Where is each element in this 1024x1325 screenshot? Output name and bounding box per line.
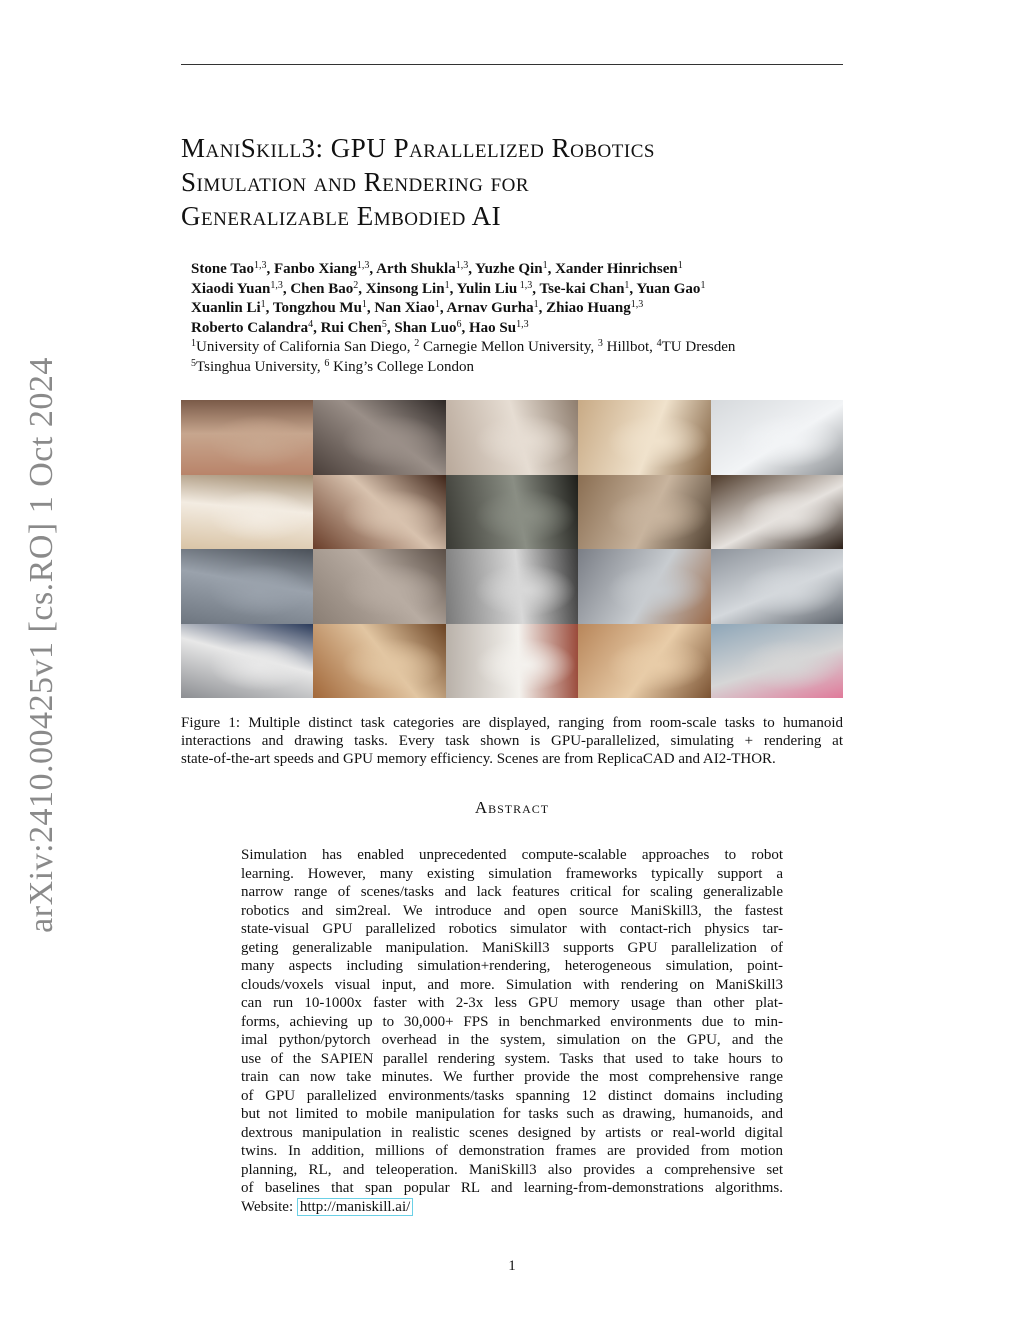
scene-render-tile: [446, 549, 578, 624]
abstract-line: learning. However, many existing simulation frameworks typically support a: [241, 865, 783, 882]
affiliation-marker: 5: [191, 357, 196, 369]
affiliation-marker: 1: [677, 260, 683, 271]
abstract-line: of GPU parallelized environments/tasks spanning 12 distinct domains including: [241, 1087, 783, 1104]
author-line: Stone Tao$^{1,3}$, Fanbo Xiang$^{1,3}$, Arth Shukla$^{1,3}$, Yuzhe Qin$^1$, Xander Hinrichsen$^1$: [191, 260, 683, 277]
scene-render-tile: [313, 624, 445, 699]
abstract-line: but not limited to mobile manipulation for tasks such as drawing, humanoids, and: [241, 1106, 783, 1122]
title-line: Simulation and Rendering for: [181, 167, 530, 197]
abstract-line: clouds/voxels visual input, and more. Simulation with rendering on ManiSkill3: [241, 976, 783, 993]
affiliation-name: University of California San Diego,: [196, 339, 415, 355]
affiliation-marker: 1: [533, 299, 539, 310]
affiliation-marker: 1,3: [253, 260, 267, 271]
scene-render-tile: [181, 400, 313, 475]
abstract-line: imal python/pytorch overhead in the system, simulation on the GPU, and the: [241, 1032, 783, 1048]
abstract-line: narrow range of scenes/tasks and lack features critical for scaling generalizable: [241, 884, 783, 900]
author-name: Xuanlin Li: [191, 300, 261, 316]
affiliation-marker: 1: [191, 338, 196, 349]
author-name: Hao Su: [468, 319, 517, 336]
affiliation-marker: 4: [656, 338, 662, 349]
abstract-line: state-visual GPU parallelized robotics simulator with contact-rich physics tar-: [241, 921, 783, 937]
abstract-line: train can now take minutes. We further provide the most comprehensive range: [241, 1069, 783, 1085]
affiliation-marker: 3: [597, 338, 603, 349]
scene-render-tile: [181, 475, 313, 550]
affiliation-marker: 1: [260, 299, 266, 310]
affiliation-marker: 6: [456, 318, 462, 330]
author-name: Chen Bao: [290, 280, 354, 297]
affiliation-marker: 1: [444, 279, 450, 291]
figure-caption: [181, 714, 843, 768]
author-name: Yuan Gao: [636, 280, 701, 297]
abstract-line: twins. In addition, millions of demonstration frames are provided from motion: [241, 1143, 783, 1159]
abstract-line: forms, achieving up to 30,000+ FPS in benchmarked environments due to min-: [241, 1013, 783, 1030]
author-name: Roberto Calandra: [191, 319, 309, 336]
author-name: Yulin Liu: [456, 280, 518, 297]
arxiv-side-stamp: [18, 357, 66, 933]
affiliation-marker: 1: [434, 299, 440, 310]
affiliation-marker: 1,3: [455, 260, 469, 271]
page-number: 1: [508, 1258, 516, 1274]
author-name: Zhiao Huang: [546, 300, 631, 316]
affiliation-marker: 1: [542, 260, 548, 271]
author-name: Nan Xiao: [374, 300, 435, 316]
affiliation-marker: 6: [324, 357, 330, 369]
author-line: Xiaodi Yuan$^{1,3}$, Chen Bao$^2$, Xinsong Lin$^1$, Yulin Liu $^{1,3}$, Tse-kai Chan$^1$, Yuan Gao$^1$: [191, 279, 706, 297]
scene-render-tile: [711, 400, 843, 475]
abstract-line: can run 10-1000x faster with 2-3x less GPU memory usage than other plat-: [241, 995, 783, 1011]
author-line: Roberto Calandra$^4$, Rui Chen$^5$, Shan Luo$^6$, Hao Su$^{1,3}$: [191, 318, 529, 336]
abstract-line: many aspects including simulation+rendering, heterogeneous simulation, point-: [241, 958, 783, 974]
affiliation-marker: 1,3: [630, 299, 644, 310]
arxiv-id: arXiv:2410.00425v1 [cs.RO] 1 Oct 2024: [23, 357, 60, 933]
affiliation-marker: 1,3: [517, 279, 533, 291]
scene-render-tile: [446, 475, 578, 550]
affiliation-marker: 1: [361, 299, 367, 310]
affiliation-marker: 1: [700, 279, 706, 291]
author-name: Fanbo Xiang: [273, 261, 357, 277]
scene-render-tile: [313, 400, 445, 475]
scene-render-tile: [181, 624, 313, 699]
caption-line: state-of-the-art speeds and GPU memory efficiency. Scenes are from ReplicaCAD and AI2-THOR.: [181, 751, 776, 767]
scene-render-tile: [711, 475, 843, 550]
scene-render-tile: [578, 400, 710, 475]
scene-render-tile: [181, 549, 313, 624]
author-name: Yuzhe Qin: [475, 261, 543, 277]
affiliation-name: Tsinghua University,: [196, 358, 325, 375]
website-line: [241, 1198, 783, 1217]
affiliation-marker: 2: [353, 279, 359, 291]
affiliation-line: [191, 338, 831, 358]
author-name: Tongzhou Mu: [272, 300, 362, 316]
top-rule: [181, 64, 843, 65]
affiliation-name: Carnegie Mellon University,: [419, 339, 598, 355]
affiliation-marker: 1: [624, 279, 630, 291]
website-link[interactable]: http://maniskill.ai/: [297, 1198, 413, 1216]
affiliation-name: King’s College London: [329, 358, 474, 375]
abstract-line: dextrous manipulation in realistic scenes designed by artists or real-world digital: [241, 1124, 783, 1141]
figure-1-image-grid: [181, 400, 843, 698]
website-label: Website:: [241, 1198, 297, 1215]
scene-render-tile: [446, 400, 578, 475]
author-name: Xiaodi Yuan: [191, 280, 271, 297]
author-name: Rui Chen: [320, 319, 382, 336]
scene-render-tile: [578, 624, 710, 699]
abstract-line: of baselines that span popular RL and learning-from-demonstrations algorithms.: [241, 1180, 783, 1196]
abstract-line: use of the SAPIEN parallel rendering system. Tasks that used to take hours to: [241, 1050, 783, 1067]
author-name: Arnav Gurha: [446, 300, 534, 316]
abstract-line: robotics and sim2real. We introduce and open source ManiSkill3, the fastest: [241, 902, 783, 919]
author-line: Xuanlin Li$^1$, Tongzhou Mu$^1$, Nan Xiao$^1$, Arnav Gurha$^1$, Zhiao Huang$^{1,3}$: [191, 299, 644, 316]
affiliation-marker: 2: [414, 338, 420, 349]
scene-render-tile: [578, 475, 710, 550]
scene-render-tile: [446, 624, 578, 699]
author-name: Xinsong Lin: [365, 280, 445, 297]
scene-render-tile: [313, 549, 445, 624]
title-line: Generalizable Embodied AI: [181, 201, 502, 231]
affiliation-marker: 4: [308, 318, 314, 330]
affiliation-marker: 1,3: [516, 318, 529, 330]
affiliation-marker: 1,3: [270, 279, 283, 291]
affiliation-marker: 1,3: [356, 260, 370, 271]
author-name: Stone Tao: [191, 261, 254, 277]
affiliation-line: [191, 358, 831, 378]
scene-render-tile: [711, 624, 843, 699]
abstract-line: geting generalizable manipulation. ManiSkill3 supports GPU parallelization of: [241, 939, 783, 956]
paper-title: [181, 131, 821, 233]
author-block: [191, 260, 831, 377]
caption-line: interactions and drawing tasks. Every task shown is GPU-parallelized, simulating + rendering at: [181, 733, 843, 749]
scene-render-tile: [578, 549, 710, 624]
title-line: ManiSkill3: GPU Parallelized Robotics: [181, 133, 655, 163]
scene-render-tile: [711, 549, 843, 624]
caption-line: Figure 1: Multiple distinct task categories are displayed, ranging from room-scale tasks to humanoid: [181, 715, 843, 731]
affiliation-name: Hillbot,: [602, 339, 657, 355]
affiliation-name: TU Dresden: [661, 339, 736, 355]
abstract-line: Simulation has enabled unprecedented compute-scalable approaches to robot: [241, 847, 783, 863]
author-name: Xander Hinrichsen: [555, 261, 678, 277]
abstract-heading: Abstract: [474, 798, 550, 817]
author-name: Arth Shukla: [376, 261, 456, 277]
scene-render-tile: [313, 475, 445, 550]
abstract-body: [241, 846, 783, 1216]
author-name: Tse-kai Chan: [539, 280, 625, 297]
affiliation-marker: 5: [381, 318, 387, 330]
abstract-line: planning, RL, and teleoperation. ManiSkill3 also provides a comprehensive set: [241, 1161, 783, 1178]
author-name: Shan Luo: [394, 319, 457, 336]
